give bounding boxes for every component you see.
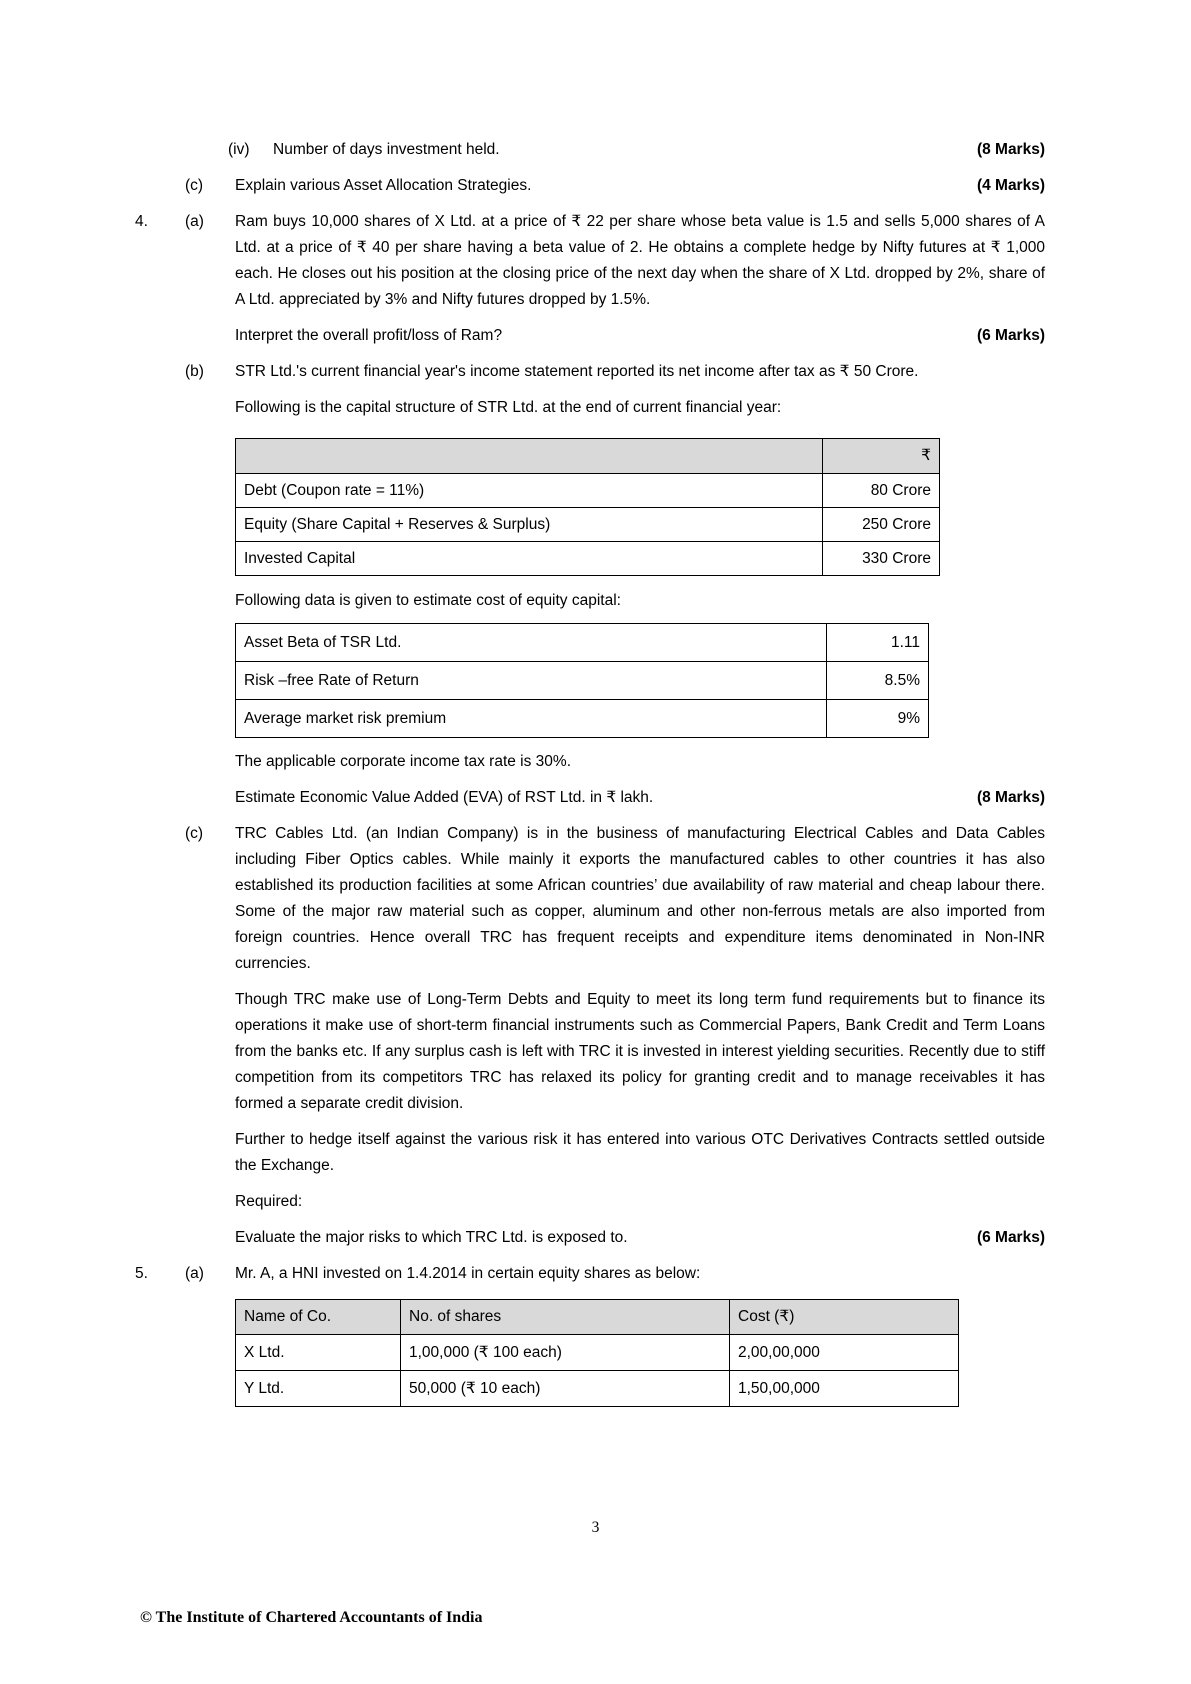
table-cell: Invested Capital: [236, 542, 823, 576]
table-cell: 50,000 (₹ 10 each): [401, 1371, 730, 1407]
question-letter-spacer: [185, 1189, 235, 1215]
column-header-name: Name of Co.: [236, 1300, 401, 1335]
question-letter-spacer: [185, 749, 235, 775]
question-3c-text: Explain various Asset Allocation Strategies.: [235, 177, 532, 194]
question-number-5: 5.: [135, 1265, 148, 1282]
table-cell: 9%: [827, 700, 929, 738]
page-number: 3: [591, 1519, 600, 1536]
table-cell: Debt (Coupon rate = 11%): [236, 474, 823, 508]
table-cell: 1.11: [827, 624, 929, 662]
question-number-spacer: [135, 1225, 185, 1251]
question-3c-iv-text: Number of days investment held.: [273, 141, 500, 158]
question-letter-4b: (b): [185, 363, 204, 380]
question-letter-5a: (a): [185, 1265, 204, 1282]
table-cell: 1,50,00,000: [730, 1371, 959, 1407]
question-4b-row: [135, 359, 1045, 385]
marks-badge: (8 Marks): [976, 789, 1045, 806]
table-cell: 1,00,000 (₹ 100 each): [401, 1335, 730, 1371]
table-row: [236, 1335, 959, 1371]
question-number-spacer: [135, 173, 185, 199]
question-4c-para3: Further to hedge itself against the various risk it has entered into various OTC Derivatives Contracts settled outside the Exchange.: [235, 1131, 1045, 1174]
question-4a-row: [135, 209, 1045, 313]
table-row: [236, 700, 929, 738]
question-4c-para3-row: [135, 1127, 1045, 1179]
question-letter-3c: (c): [185, 177, 204, 194]
question-letter-spacer: [185, 614, 235, 749]
question-4c-row: [135, 821, 1045, 977]
question-letter-spacer: [185, 588, 235, 614]
tax-note: The applicable corporate income tax rate is 30%.: [235, 753, 572, 770]
table-cell: X Ltd.: [236, 1335, 401, 1371]
question-4a-requirement: Interpret the overall profit/loss of Ram?: [235, 327, 503, 344]
question-5a-text: Mr. A, a HNI invested on 1.4.2014 in certain equity shares as below:: [235, 1265, 701, 1282]
question-number-spacer: [135, 987, 185, 1117]
question-4b-requirement: Estimate Economic Value Added (EVA) of RST Ltd. in ₹ lakh.: [235, 789, 654, 806]
page-content: [135, 137, 1045, 1407]
equity-cost-intro: Following data is given to estimate cost of equity capital:: [235, 592, 621, 609]
question-number-spacer: [135, 1189, 185, 1215]
question-letter-spacer: [185, 987, 235, 1117]
table-cell: Asset Beta of TSR Ltd.: [236, 624, 827, 662]
capital-structure-table-row: [135, 421, 1045, 588]
capital-structure-intro-row: [135, 395, 1045, 421]
question-number-spacer: [135, 588, 185, 614]
question-number-spacer: [135, 137, 185, 163]
question-number-spacer: [135, 821, 185, 977]
table-row: [236, 662, 929, 700]
table-cell: 8.5%: [827, 662, 929, 700]
question-4a-text: Ram buys 10,000 shares of X Ltd. at a price of ₹ 22 per share whose beta value is 1.5 and sells 5,000 shares of A Ltd. at a price of ₹ 40 per share having a beta value of 2. He obtains a complete hedge by Nifty futures at ₹ 1,000 each. He closes out his position at the closing price of the next day when the share of X Ltd. dropped by 2%, share of A Ltd. appreciated by 3% and Nifty futures dropped by 1.5%.: [235, 213, 1045, 308]
table-header-row: [236, 1300, 959, 1335]
table-header-row: [236, 439, 940, 474]
tax-note-row: [135, 749, 1045, 775]
question-4a-requirement-row: [135, 323, 1045, 349]
column-header: [236, 439, 823, 474]
capital-structure-intro: Following is the capital structure of STR Ltd. at the end of current financial year:: [235, 399, 782, 416]
table-row: [236, 474, 940, 508]
question-5a-row: [135, 1261, 1045, 1287]
equity-cost-intro-row: [135, 588, 1045, 614]
table-cell: Equity (Share Capital + Reserves & Surplus): [236, 508, 823, 542]
question-number-spacer: [135, 323, 185, 349]
question-number-spacer: [135, 1127, 185, 1179]
equity-cost-table: [235, 623, 929, 738]
question-letter-spacer: [185, 323, 235, 349]
question-letter-spacer: [185, 421, 235, 588]
table-cell: 250 Crore: [823, 508, 940, 542]
question-4c-para1: TRC Cables Ltd. (an Indian Company) is in the business of manufacturing Electrical Cables and Data Cables including Fiber Optics cables. While mainly it exports the manufactured cables to other countries it has also established its production facilities at some African countries’ due availability of raw material and cheap labour there. Some of the major raw material such as copper, aluminum and other non-ferrous metals are also imported from foreign countries. Hence overall TRC has frequent receipts and expenditure items denominated in Non-INR currencies.: [235, 825, 1045, 972]
column-header-rupee: ₹: [823, 439, 940, 474]
equity-cost-table-row: [135, 614, 1045, 749]
capital-structure-table: [235, 438, 940, 576]
question-3c-iv-row: [135, 137, 1045, 163]
marks-badge: (6 Marks): [976, 327, 1045, 344]
question-letter-4c: (c): [185, 825, 204, 842]
table-cell: 80 Crore: [823, 474, 940, 508]
column-header-cost: Cost (₹): [730, 1300, 959, 1335]
question-letter-spacer: [185, 785, 235, 811]
question-4c-para2: Though TRC make use of Long-Term Debts and Equity to meet its long term fund requirements but to finance its operations it make use of short-term financial instruments such as Commercial Papers, Bank Credit and Term Loans from the banks etc. If any surplus cash is left with TRC it is invested in interest yielding securities. Recently due to stiff competition from its competitors TRC has relaxed its policy for granting credit and to manage receivables it has formed a separate credit division.: [235, 991, 1045, 1112]
column-header-shares: No. of shares: [401, 1300, 730, 1335]
question-number-spacer: [135, 421, 185, 588]
question-number-spacer: [135, 359, 185, 385]
question-3c-row: [135, 173, 1045, 199]
question-4b-text: STR Ltd.'s current financial year's income statement reported its net income after tax as ₹ 50 Crore.: [235, 363, 919, 380]
required-label-row: [135, 1189, 1045, 1215]
table-cell: Y Ltd.: [236, 1371, 401, 1407]
question-4c-requirement: Evaluate the major risks to which TRC Ltd. is exposed to.: [235, 1229, 628, 1246]
question-number-spacer: [135, 614, 185, 749]
marks-badge: (6 Marks): [976, 1229, 1045, 1246]
marks-badge: (8 Marks): [976, 141, 1045, 158]
list-marker-iv: (iv): [228, 141, 250, 158]
question-letter-spacer: [185, 395, 235, 421]
question-number-spacer: [135, 749, 185, 775]
question-number-4: 4.: [135, 213, 148, 230]
question-letter-spacer: [185, 1287, 235, 1407]
question-4c-requirement-row: [135, 1225, 1045, 1251]
question-4b-requirement-row: [135, 785, 1045, 811]
question-number-spacer: [135, 785, 185, 811]
question-letter-spacer: [185, 1225, 235, 1251]
question-letter-spacer: [185, 1127, 235, 1179]
marks-badge: (4 Marks): [976, 177, 1045, 194]
table-cell: Risk –free Rate of Return: [236, 662, 827, 700]
table-cell: 2,00,00,000: [730, 1335, 959, 1371]
table-row: [236, 1371, 959, 1407]
question-number-spacer: [135, 1287, 185, 1407]
table-cell: Average market risk premium: [236, 700, 827, 738]
investment-table-row: [135, 1287, 1045, 1407]
question-number-spacer: [135, 395, 185, 421]
question-4c-para2-row: [135, 987, 1045, 1117]
table-cell: 330 Crore: [823, 542, 940, 576]
table-row: [236, 624, 929, 662]
table-row: [236, 508, 940, 542]
required-label: Required:: [235, 1193, 303, 1210]
question-letter-4a: (a): [185, 213, 204, 230]
investment-table: [235, 1299, 959, 1407]
table-row: [236, 542, 940, 576]
copyright-notice: © The Institute of Chartered Accountants of India: [140, 1609, 483, 1626]
